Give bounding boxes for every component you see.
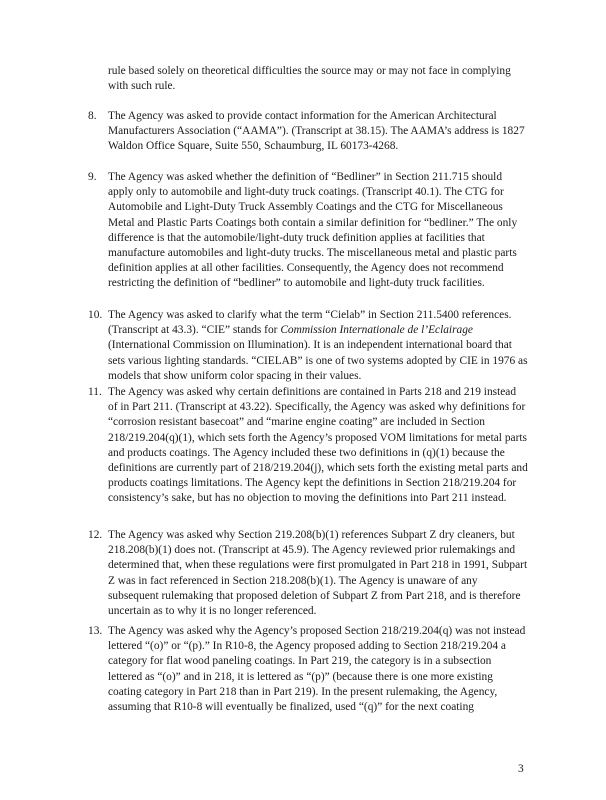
item-number: 10.: [88, 309, 103, 321]
item-number: 13.: [88, 625, 103, 637]
item-text-italic: Commission Internationale de l’Eclairage: [280, 324, 473, 337]
item-text: The Agency was asked why Section 219.208(b)(1) references Subpart Z dry cleaners, but 218.208(b)(1) does not. (Transcript at 45.9). The Agency reviewed prior rulemakings and determined that, when these regulations were first promulgated in Part 218 in 1991, Subpart Z was in fact referenced in Section 218.208(b)(1). The Agency is unaware of any subsequent rulemaking that proposed deletion of Subpart Z from Part 218, and is therefore uncertain as to why it is no longer referenced.: [108, 529, 528, 618]
item-number: 11.: [88, 386, 102, 398]
item-text: The Agency was asked why the Agency’s proposed Section 218/219.204(q) was not instead lettered “(o)” or “(p).” In R10-8, the Agency proposed adding to Section 218/219.204 a category for flat wood paneling coatings. In Part 219, the category is in a subsection lettered as “(o)” and in 218, it is lettered as “(p)” (because there is one more existing coating category in Part 218 than in Part 219). In the present rulemaking, the Agency, assuming that R10-8 will eventually be finalized, used “(q)” for the next coating: [108, 625, 526, 714]
item-text: The Agency was asked why certain definitions are contained in Parts 218 and 219 instead of in Part 211. (Transcript at 43.22). Specifically, the Agency was asked why definitions for “corrosion resistant basecoat” and “marine engine coating” are included in Section 218/219.204(q)(1), which sets forth the Agency’s proposed VOM limitations for metal parts and products coatings. The Agency included these two definitions in (q)(1) because the definitions are currently part of 218/219.204(j), which sets forth the existing metal parts and products coatings limitations. The Agency kept the definitions in Section 218/219.204 for consistency’s sake, but has no objection to moving the definitions into Part 211 instead.: [108, 386, 528, 505]
list-item-9: [88, 170, 528, 292]
item-text: The Agency was asked to provide contact information for the American Architectural Manufacturers Association (“AAMA”). (Transcript at 38.15). The AAMA’s address is 1827 Waldon Office Square, Suite 550, Schaumburg, IL 60173-4268.: [108, 110, 525, 153]
item-text: [108, 308, 528, 384]
item-number: 8.: [88, 110, 97, 122]
page-number: 3: [518, 763, 524, 775]
item-text-end: (International Commission on Illumination). It is an independent international board that sets various lighting standards. “CIELAB” is one of two systems adopted by CIE in 1976 as models that show uniform color spacing in their values.: [108, 339, 528, 382]
list-item-11: [88, 385, 528, 507]
list-item-8: [88, 109, 528, 155]
item-number: 9.: [88, 171, 97, 183]
item-text: The Agency was asked whether the definition of “Bedliner” in Section 211.715 should apply only to automobile and light-duty truck coatings. (Transcript 40.1). The CTG for Automobile and Light-Duty Truck Assembly Coatings and the CTG for Miscellaneous Metal and Plastic Parts Coatings both contain a similar definition for “bedliner.” The only difference is that the automobile/light-duty truck definition applies at facilities that manufacture automobiles and light-duty trucks. The miscellaneous metal and plastic parts definition applies at all other facilities. Consequently, the Agency does not recommend restricting the definition of “bedliner” to automobile and light-duty truck facilities.: [108, 171, 518, 290]
item-number: 12.: [88, 529, 103, 541]
list-item-10: [88, 308, 528, 384]
list-item-13: [88, 624, 528, 715]
list-item-12: [88, 528, 528, 619]
continued-paragraph: rule based solely on theoretical difficulties the source may or may not face in complying with such rule.: [108, 65, 511, 93]
item-text-start: The Agency was asked to clarify what the term “Cielab” in Section 211.5400 references. (Transcript at 43.3). “CIE” stands for: [108, 309, 512, 337]
